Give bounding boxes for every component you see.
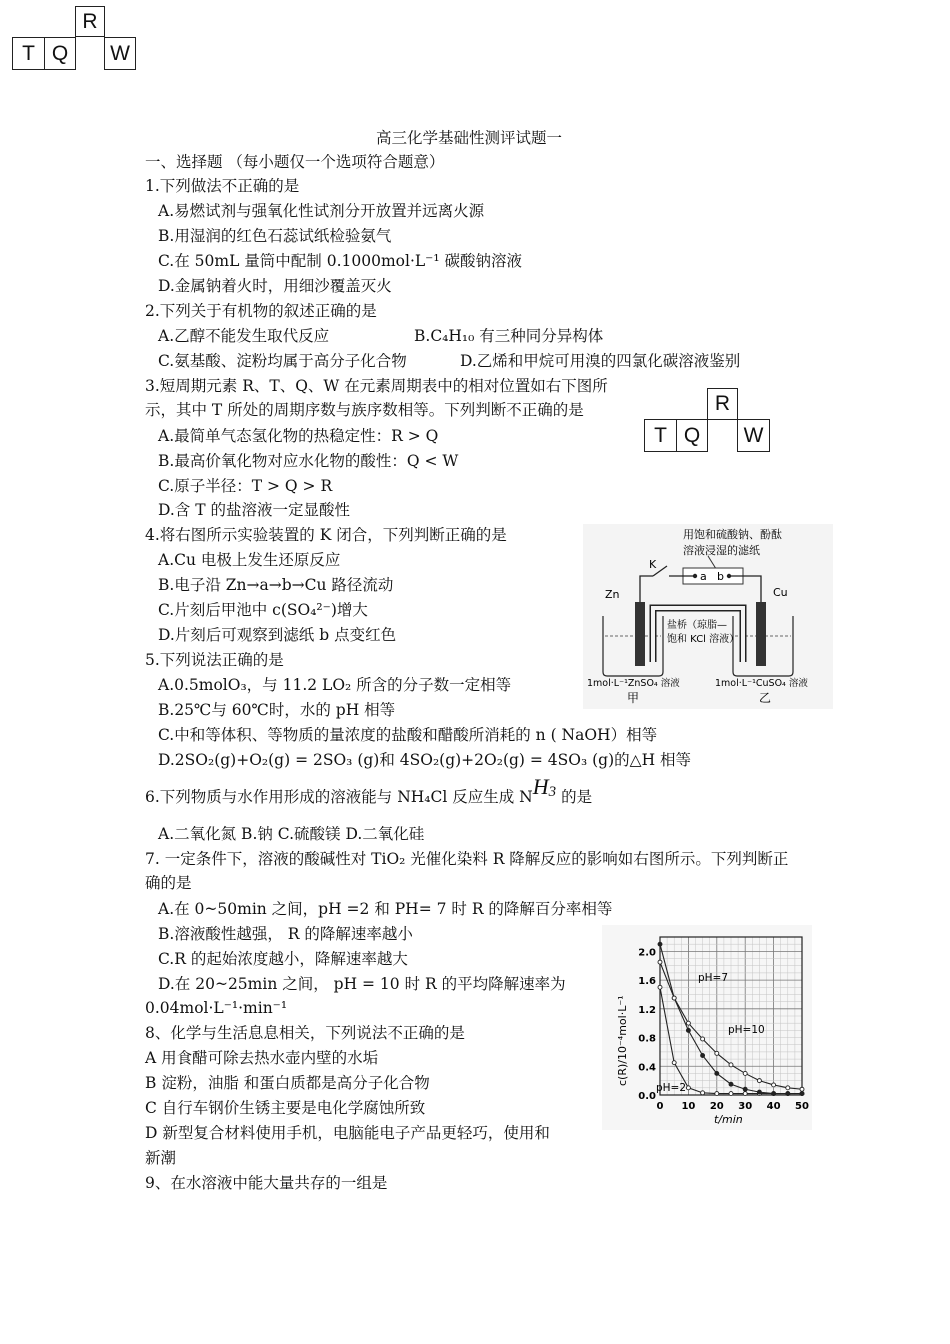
chart-point [772, 1083, 776, 1087]
chart-point [658, 960, 662, 964]
point-a-label: a [700, 570, 707, 583]
grid-cell-w: W [104, 37, 136, 70]
q2-option-c: C.氨基酸、淀粉均属于高分子化合物 [158, 352, 407, 370]
q3-stem-line2: 示，其中 T 所处的周期序数与族序数相等。下列判断不正确的是 [145, 401, 584, 419]
q3-grid-cell-q: Q [676, 419, 708, 452]
q4-stem: 4.将右图所示实验装置的 K 闭合，下列判断正确的是 [145, 526, 507, 544]
chart-y-tick-label: 1.2 [638, 1004, 656, 1016]
chart-point [715, 1051, 719, 1055]
left-solution-label: 1mol·L⁻¹ZnSO₄ 溶液 [587, 678, 680, 689]
q6-h-symbol: H [532, 774, 549, 799]
q6-stem-pre: 6.下列物质与水作用形成的溶液能与 NH₄Cl 反应生成 N [145, 788, 533, 806]
q5-option-d: D.2SO₂(g)+O₂(g) = 2SO₃ (g)和 4SO₂(g)+2O₂(g) = 4SO₃ (g)的△H 相等 [158, 751, 692, 769]
grid-cell-t: T [12, 37, 45, 70]
q4-option-d: D.片刻后可观察到滤纸 b 点变红色 [158, 626, 397, 644]
chart-point [686, 1086, 690, 1090]
q3-grid-cell-w: W [737, 419, 770, 452]
q1-stem: 1.下列做法不正确的是 [145, 177, 300, 195]
q4-option-c: C.片刻后甲池中 c(SO₄²⁻)增大 [158, 601, 368, 619]
chart-y-axis-label: c(R)/10⁻⁴mol·L⁻¹ [616, 995, 629, 1086]
q6-stem [145, 774, 593, 808]
chart-y-tick-label: 0.4 [638, 1062, 656, 1074]
chart-point [701, 1037, 705, 1041]
chart-x-tick-label: 50 [795, 1101, 809, 1112]
chart-point [800, 1087, 804, 1091]
right-cell-name: 乙 [759, 691, 772, 705]
q5-stem: 5.下列说法正确的是 [145, 651, 284, 669]
chart-point [672, 996, 676, 1000]
q7-option-d-line2: 0.04mol·L⁻¹·min⁻¹ [145, 999, 288, 1017]
chart-series-label: pH=7 [698, 972, 729, 984]
chart-point [757, 1090, 761, 1094]
chart-x-tick-label: 30 [738, 1101, 753, 1112]
q3-grid-cell-r: R [707, 388, 738, 420]
q9-stem: 9、在水溶液中能大量共存的一组是 [145, 1174, 388, 1192]
page-title: 高三化学基础性测评试题一 [376, 129, 563, 147]
chart-point [729, 1063, 733, 1067]
q3-grid-cell-t: T [644, 419, 677, 452]
q1-option-a: A.易燃试剂与强氧化性试剂分开放置并远离火源 [158, 202, 485, 220]
left-cell-name: 甲 [627, 691, 640, 705]
switch-k-label: K [649, 558, 657, 571]
q1-option-d: D.金属钠着火时，用细沙覆盖灭火 [158, 277, 392, 295]
chart-point [743, 1071, 747, 1075]
galvanic-cell-figure [583, 524, 833, 709]
q4-option-a: A.Cu 电极上发生还原反应 [158, 551, 341, 569]
q3-stem-line1: 3.短周期元素 R、T、Q、W 在元素周期表中的相对位置如右下图所 [145, 377, 608, 395]
chart-series-label: pH=10 [728, 1024, 765, 1036]
q7-stem-line2: 确的是 [145, 874, 192, 892]
q3-option-c: C.原子半径：T > Q > R [158, 477, 333, 495]
chart-point [686, 1021, 690, 1025]
chart-point [800, 1092, 804, 1096]
fig-caption-line1: 用饱和硫酸钠、酚酞 [683, 528, 782, 541]
salt-bridge-label-line2: 饱和 KCl 溶液） [667, 634, 740, 645]
q7-option-d-line1: D.在 20~25min 之间， pH = 10 时 R 的平均降解速率为 [158, 975, 566, 993]
chart-point [715, 1092, 719, 1096]
q5-option-c: C.中和等体积、等物质的量浓度的盐酸和醋酸所消耗的 n ( NaOH）相等 [158, 726, 658, 744]
q2-option-d: D.乙烯和甲烷可用溴的四氯化碳溶液鉴别 [460, 352, 741, 370]
cu-label: Cu [773, 586, 788, 599]
salt-bridge-label-line1: 盐桥（琼脂— [667, 620, 727, 631]
q8-option-c: C 自行车钢价生锈主要是电化学腐蚀所致 [145, 1099, 426, 1117]
chart-point [757, 1079, 761, 1083]
q2-option-b: B.C₄H₁₀ 有三种同分异构体 [414, 327, 604, 345]
chart-y-tick-label: 0.0 [638, 1091, 656, 1102]
chart-point [672, 1061, 676, 1065]
chart-y-tick-label: 0.8 [638, 1033, 656, 1045]
chart-point [658, 942, 662, 946]
grid-cell-q: Q [44, 37, 76, 70]
chart-x-tick-label: 20 [709, 1101, 724, 1112]
q6-options: A.二氧化氮 B.钠 C.硫酸镁 D.二氧化硅 [158, 825, 425, 843]
chart-point [743, 1092, 747, 1096]
q3-option-d: D.含 T 的盐溶液一定显酸性 [158, 501, 350, 519]
chart-point [686, 1028, 690, 1032]
chart-x-tick-label: 10 [681, 1101, 696, 1112]
chart-point [715, 1071, 719, 1075]
q3-option-b: B.最高价氧化物对应水化物的酸性：Q < W [158, 452, 459, 470]
chart-point [772, 1092, 776, 1096]
q8-option-b: B 淀粉，油脂 和蛋白质都是高分子化合物 [145, 1074, 430, 1092]
q8-option-d-line1: D 新型复合材料使用手机，电脑能电子产品更轻巧，使用和 [145, 1124, 550, 1142]
chart-point [786, 1086, 790, 1090]
q5-option-b: B.25℃与 60℃时，水的 pH 相等 [158, 701, 396, 719]
q8-option-d-line2: 新潮 [145, 1149, 177, 1167]
zn-label: Zn [605, 588, 620, 601]
chart-point [658, 985, 662, 989]
chart-point [701, 1091, 705, 1095]
chart-series-label: pH=2 [656, 1082, 687, 1094]
q7-option-b: B.溶液酸性越强， R 的降解速率越小 [158, 925, 413, 943]
chart-y-tick-label: 1.6 [638, 976, 656, 988]
chart-point [729, 1092, 733, 1096]
zn-electrode [635, 602, 645, 666]
right-solution-label: 1mol·L⁻¹CuSO₄ 溶液 [715, 678, 808, 689]
point-b-label: b [717, 570, 724, 583]
q4-option-b: B.电子沿 Zn→a→b→Cu 路径流动 [158, 576, 394, 594]
degradation-chart [602, 925, 812, 1130]
q6-h-subscript: 3 [548, 784, 557, 800]
chart-y-tick-label: 2.0 [638, 947, 656, 959]
section-heading: 一、选择题 （每小题仅一个选项符合题意） [145, 153, 445, 171]
chart-point [729, 1082, 733, 1086]
q3-option-a: A.最简单气态氢化物的热稳定性：R > Q [158, 427, 439, 445]
grid-cell-r: R [75, 6, 105, 37]
q6-stem-post: 的是 [556, 788, 593, 806]
q8-stem: 8、化学与生活息息相关，下列说法不正确的是 [145, 1024, 465, 1042]
q7-stem-line1: 7. 一定条件下，溶液的酸碱性对 TiO₂ 光催化染料 R 降解反应的影响如右图所示。下列判断正 [145, 850, 789, 868]
chart-point [701, 1054, 705, 1058]
q1-option-c: C.在 50mL 量筒中配制 0.1000mol·L⁻¹ 碳酸钠溶液 [158, 252, 522, 270]
chart-point [786, 1092, 790, 1096]
q7-option-a: A.在 0~50min 之间，pH =2 和 PH= 7 时 R 的降解百分率相等 [158, 900, 613, 918]
q7-option-c: C.R 的起始浓度越小，降解速率越大 [158, 950, 408, 968]
fig-caption-line2: 溶液浸湿的滤纸 [683, 544, 760, 557]
chart-x-tick-label: 40 [766, 1101, 781, 1112]
q5-option-a: A.0.5molO₃，与 11.2 LO₂ 所含的分子数一定相等 [158, 676, 512, 694]
chart-point [743, 1087, 747, 1091]
q2-option-a: A.乙醇不能发生取代反应 [158, 327, 330, 345]
cu-electrode [756, 602, 766, 666]
chart-x-tick-label: 0 [656, 1101, 664, 1112]
chart-x-axis-label: t/min [714, 1113, 743, 1126]
q8-option-a: A 用食醋可除去热水壶内壁的水垢 [145, 1049, 379, 1067]
q1-option-b: B.用湿润的红色石蕊试纸检验氨气 [158, 227, 392, 245]
q2-stem: 2.下列关于有机物的叙述正确的是 [145, 302, 377, 320]
